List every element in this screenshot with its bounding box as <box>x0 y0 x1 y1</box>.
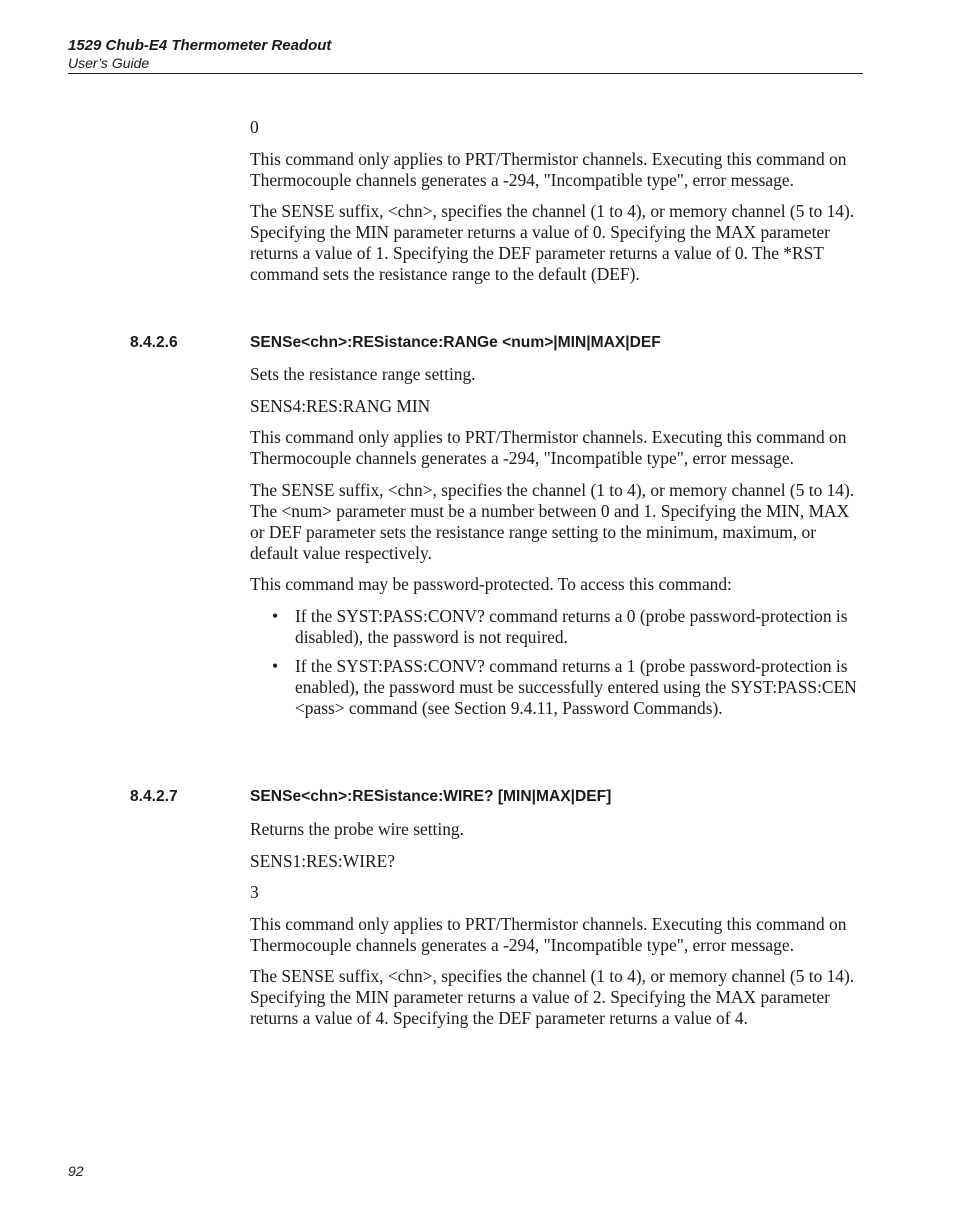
body-paragraph: The SENSE suffix, <chn>, specifies the channel (1 to 4), or memory channel (5 to 14). Specifying the MIN parameter returns a value of 2. Specifying the MAX parameter returns a value of 4. Specifying the DEF parameter returns a value of 4. <box>250 966 855 1028</box>
document-title: 1529 Chub-E4 Thermometer Readout <box>68 37 332 54</box>
section-continuation <box>250 117 864 296</box>
list-item-text: If the SYST:PASS:CONV? command returns a 1 (probe password-protection is enabled), the password must be successfully entered using the SYST:PASS:CEN <pass> command (see Section 9.4.11, Password Commands). <box>295 655 857 718</box>
body-paragraph: The SENSE suffix, <chn>, specifies the channel (1 to 4), or memory channel (5 to 14). The <num> parameter must be a number between 0 and 1. Specifying the MIN, MAX or DEF parameter sets the resistance range setting to the minimum, maximum, or default value respectively. <box>250 479 855 563</box>
document-subtitle: User’s Guide <box>68 55 150 71</box>
example-response: 3 <box>250 882 259 902</box>
section-title: SENSe<chn>:RESistance:RANGe <num>|MIN|MAX|DEF <box>250 334 661 351</box>
section-number: 8.4.2.6 <box>130 334 178 351</box>
section-title: SENSe<chn>:RESistance:WIRE? [MIN|MAX|DEF] <box>250 788 612 805</box>
list-item-text: If the SYST:PASS:CONV? command returns a 0 (probe password-protection is disabled), the password is not required. <box>295 605 848 647</box>
running-head <box>68 37 863 74</box>
list-item <box>250 606 864 648</box>
section-heading-8-4-2-7 <box>130 787 870 807</box>
section-body-8-4-2-6 <box>250 364 864 727</box>
body-paragraph: Sets the resistance range setting. <box>250 364 476 384</box>
section-number: 8.4.2.7 <box>130 788 178 805</box>
page-number: 92 <box>68 1163 84 1179</box>
bullet-icon: • <box>272 655 279 676</box>
bullet-icon: • <box>272 605 279 626</box>
example-command: SENS4:RES:RANG MIN <box>250 395 431 416</box>
section-body-8-4-2-7 <box>250 819 864 1040</box>
body-paragraph: Returns the probe wire setting. <box>250 819 464 839</box>
list-item <box>250 656 864 719</box>
body-paragraph: This command only applies to PRT/Thermistor channels. Executing this command on Thermocouple channels generates a -294, "Incompatible type", error message. <box>250 913 847 955</box>
body-paragraph: This command only applies to PRT/Thermistor channels. Executing this command on Thermocouple channels generates a -294, "Incompatible type", error message. <box>250 148 847 190</box>
example-response: 0 <box>250 117 259 137</box>
body-paragraph: This command may be password-protected. To access this command: <box>250 574 732 594</box>
example-command: SENS1:RES:WIRE? <box>250 850 395 871</box>
body-paragraph: This command only applies to PRT/Thermistor channels. Executing this command on Thermocouple channels generates a -294, "Incompatible type", error message. <box>250 427 847 468</box>
bullet-list <box>250 606 864 719</box>
body-paragraph: The SENSE suffix, <chn>, specifies the channel (1 to 4), or memory channel (5 to 14). Specifying the MIN parameter returns a value of 0. Specifying the MAX parameter returns a value of 1. Specifying the DEF parameter returns a value of 0. The *RST command sets the resistance range to the default (DEF). <box>250 201 855 284</box>
section-heading-8-4-2-6 <box>130 333 870 353</box>
